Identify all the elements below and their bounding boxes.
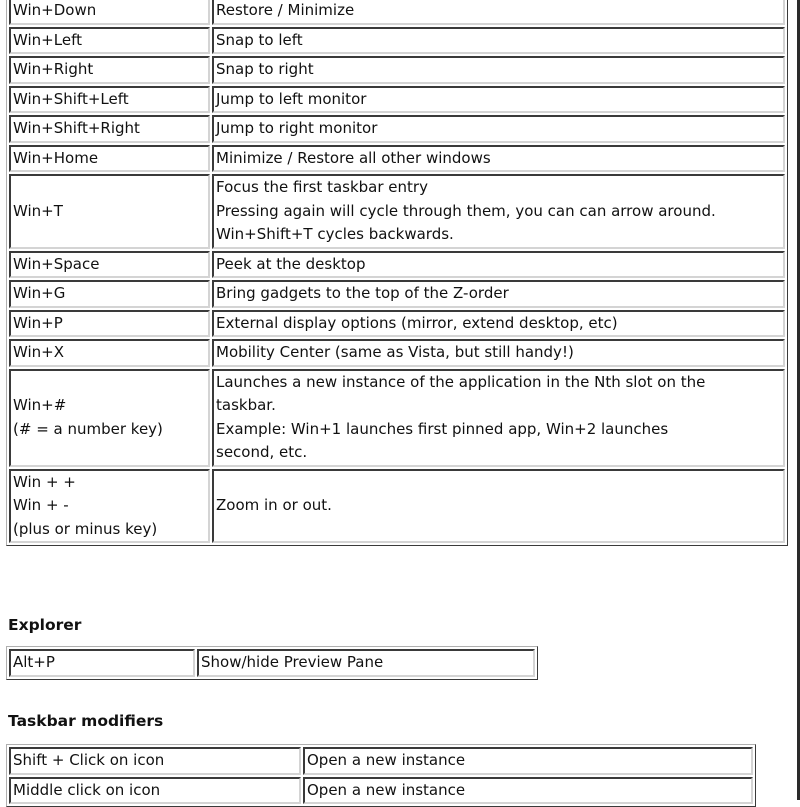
explorer-heading: Explorer (8, 616, 82, 634)
shortcut-text: Shift + Click on icon (13, 751, 165, 769)
table-row (9, 251, 785, 279)
description-text: Jump to left monitor (216, 89, 367, 108)
description-cell (212, 251, 785, 279)
shortcut-text: Win+P (13, 313, 63, 332)
description-text: Open a new instance (307, 780, 466, 799)
shortcut-text: Win+Shift+Left (13, 89, 129, 108)
table-row (9, 174, 785, 249)
window-shortcuts-table (6, 0, 788, 546)
shortcut-cell (9, 0, 210, 25)
explorer-shortcuts-table (6, 646, 538, 680)
description-cell (212, 469, 785, 544)
shortcut-text: Win+G (13, 284, 66, 302)
description-cell (212, 280, 785, 308)
shortcut-text: Win+Right (13, 60, 94, 78)
description-cell (212, 174, 785, 249)
description-text: Jump to right monitor (216, 119, 378, 137)
shortcut-cell (9, 747, 301, 775)
shortcut-cell (9, 251, 210, 279)
table-row (9, 56, 785, 84)
description-text: Open a new instance (307, 751, 466, 769)
taskbar-modifiers-table (6, 744, 756, 807)
description-text: Launches a new instance of the application in the Nth slot on the (216, 372, 706, 391)
shortcut-cell (9, 115, 210, 143)
shortcut-cell (9, 339, 210, 367)
description-cell (212, 310, 785, 338)
table-row (9, 0, 785, 25)
description-cell (212, 115, 785, 143)
description-text: External display options (mirror, extend desktop, etc) (216, 313, 618, 332)
description-cell (303, 747, 753, 775)
description-cell (197, 649, 535, 677)
description-text: Mobility Center (same as Vista, but still handy!) (216, 343, 574, 361)
description-cell (212, 0, 785, 25)
description-text: Snap to left (216, 30, 303, 49)
shortcut-text: (plus or minus key) (13, 519, 158, 538)
table-row (9, 145, 785, 173)
description-text: Minimize / Restore all other windows (216, 148, 491, 167)
description-text: Zoom in or out. (216, 496, 332, 514)
description-cell (212, 56, 785, 84)
table-row (9, 27, 785, 55)
shortcut-text: Win+# (13, 396, 67, 414)
shortcut-cell (9, 56, 210, 84)
description-text: Snap to right (216, 60, 314, 78)
description-text: Restore / Minimize (216, 1, 355, 19)
shortcut-text: Win+Space (13, 254, 100, 273)
shortcut-cell (9, 369, 210, 467)
description-text: Bring gadgets to the top of the Z-order (216, 284, 509, 302)
table-row (9, 469, 785, 544)
shortcut-text: Win+Down (13, 1, 97, 19)
shortcut-cell (9, 86, 210, 114)
table-row (9, 649, 535, 677)
shortcut-cell (9, 27, 210, 55)
shortcut-text: Alt+P (13, 653, 55, 671)
shortcut-cell (9, 280, 210, 308)
description-cell (212, 86, 785, 114)
description-text: Pressing again will cycle through them, you can can arrow around. (216, 201, 716, 220)
shortcut-cell (9, 310, 210, 338)
shortcut-text: (# = a number key) (13, 419, 163, 438)
taskbar-modifiers-heading: Taskbar modifiers (8, 712, 164, 730)
description-cell (212, 339, 785, 367)
description-cell (212, 145, 785, 173)
description-text: Focus the first taskbar entry (216, 178, 428, 196)
description-text: Show/hide Preview Pane (201, 653, 384, 671)
table-row (9, 339, 785, 367)
description-cell (212, 369, 785, 467)
description-text: Peek at the desktop (216, 254, 366, 273)
table-row (9, 115, 785, 143)
shortcut-cell (9, 649, 195, 677)
shortcut-text: Win+Home (13, 148, 99, 167)
shortcut-text: Win+X (13, 343, 65, 361)
description-text: taskbar. (216, 396, 276, 414)
shortcut-text: Win+Left (13, 30, 82, 49)
table-row (9, 369, 785, 467)
shortcut-text: Win+T (13, 201, 63, 220)
shortcut-cell (9, 469, 210, 544)
table-row (9, 86, 785, 114)
description-text: second, etc. (216, 443, 308, 461)
shortcut-text: Middle click on icon (13, 780, 161, 799)
shortcut-text: Win + - (13, 496, 69, 514)
table-row (9, 280, 785, 308)
shortcut-text: Win+Shift+Right (13, 119, 140, 137)
description-cell (212, 27, 785, 55)
shortcut-cell (9, 145, 210, 173)
description-text: Win+Shift+T cycles backwards. (216, 225, 454, 243)
description-text: Example: Win+1 launches first pinned app, Win+2 launches (216, 419, 669, 438)
shortcut-cell (9, 174, 210, 249)
shortcut-text: Win + + (13, 472, 76, 491)
table-row (9, 310, 785, 338)
table-row (9, 747, 753, 775)
